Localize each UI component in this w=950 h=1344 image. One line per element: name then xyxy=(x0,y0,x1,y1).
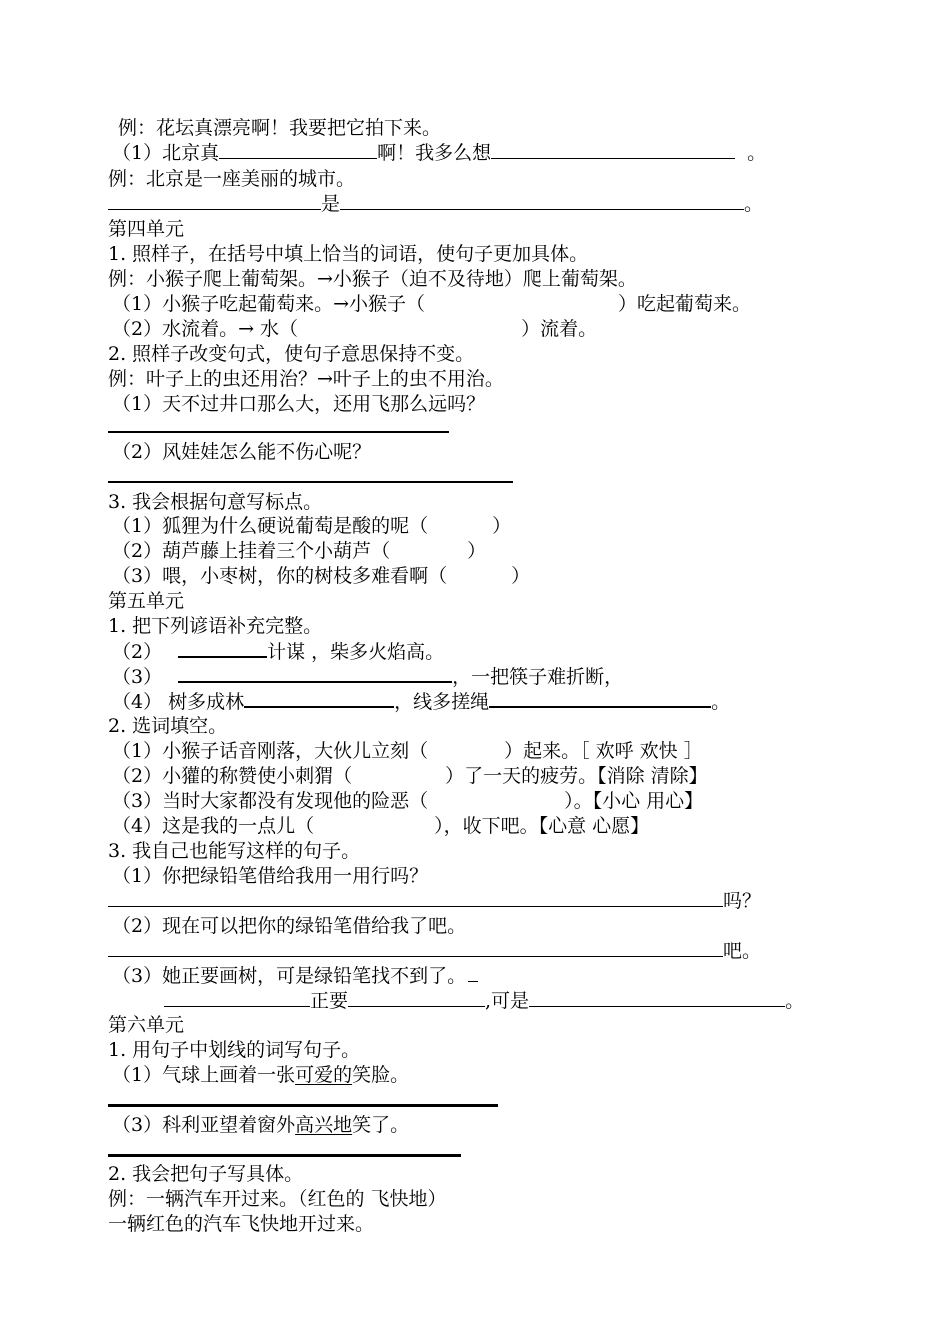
question-line: （2）水流着。→ 水（ ）流着。 xyxy=(112,318,598,340)
section-title: 2. 我会把句子写具体。 xyxy=(108,1163,304,1185)
question-line: （1）气球上画着一张可爱的笑脸。 xyxy=(112,1064,410,1086)
unit-heading: 第六单元 xyxy=(108,1014,185,1036)
question-line: （4） 树多成林 ，线多搓绳 。 xyxy=(112,691,731,713)
answer-blank[interactable] xyxy=(468,964,478,982)
section-title: 1. 把下列谚语补充完整。 xyxy=(108,615,323,637)
section-title: 3. 我自己也能写这样的句子。 xyxy=(108,840,361,862)
question-line: （4）这是我的一点儿（ ），收下吧。【心意 心愿】 xyxy=(112,815,650,837)
answer-line[interactable] xyxy=(108,481,513,483)
answer-blank[interactable] xyxy=(108,889,723,907)
question-line: （2）小獾的称赞使小刺猬（ ）了一天的疲劳。【消除 清除】 xyxy=(112,765,708,787)
question-line: （3）喂，小枣树，你的树枝多难看啊（ ） xyxy=(112,565,531,587)
answer-blank[interactable] xyxy=(348,989,485,1007)
answer-blank[interactable] xyxy=(529,989,785,1007)
answer-blank[interactable] xyxy=(489,689,711,708)
answer-blank[interactable] xyxy=(340,192,744,210)
answer-line[interactable] xyxy=(108,431,449,433)
unit-heading: 第四单元 xyxy=(108,218,185,240)
answer-blank[interactable] xyxy=(178,664,452,683)
answer-line[interactable] xyxy=(108,1154,461,1157)
question-line: （2）风娃娃怎么能不伤心呢？ xyxy=(112,441,372,463)
question-line: （1）小猴子话音刚落，大伙儿立刻（ ）起来。［ 欢呼 欢快 ］ xyxy=(112,740,703,762)
answer-blank[interactable] xyxy=(108,192,321,210)
question-line: （3）科利亚望着窗外高兴地笑了。 xyxy=(112,1114,410,1136)
answer-blank[interactable] xyxy=(219,141,377,159)
answer-blank[interactable] xyxy=(244,689,394,708)
underlined-word: 高兴地 xyxy=(295,1114,353,1136)
section-title: 1. 用句子中划线的词写句子。 xyxy=(108,1039,361,1061)
question-line: （1）小猴子吃起葡萄来。→小猴子（ ）吃起葡萄来。 xyxy=(112,293,752,315)
question-line: （1）北京真 啊！我多么想 。 xyxy=(112,142,767,164)
example-line: 例：一辆汽车开过来。（红色的 飞快地） xyxy=(108,1188,447,1210)
answer-blank[interactable] xyxy=(491,141,735,159)
example-line: 例：花坛真漂亮啊！我要把它拍下来。 xyxy=(118,117,442,139)
question-line: （3）她正要画树，可是绿铅笔找不到了。 xyxy=(112,964,478,989)
section-title: 3. 我会根据句意写标点。 xyxy=(108,491,323,513)
answer-line[interactable] xyxy=(108,1104,498,1107)
example-line: 例：叶子上的虫还用治？→叶子上的虫不用治。 xyxy=(108,368,504,390)
question-line: （3）当时大家都没有发现他的险恶（ ）。【小心 用心】 xyxy=(112,790,704,812)
answer-blank[interactable] xyxy=(108,939,723,957)
question-line: （3） ，一把筷子难折断， xyxy=(112,666,624,688)
section-title: 1. 照样子，在括号中填上恰当的词语，使句子更加具体。 xyxy=(108,243,589,265)
answer-line-row: 吧。 xyxy=(108,939,761,964)
section-title: 2. 照样子改变句式，使句子意思保持不变。 xyxy=(108,343,475,365)
question-line: （2）现在可以把你的绿铅笔借给我了吧。 xyxy=(112,915,467,937)
answer-line-row: 正要 ,可是 。 xyxy=(164,989,804,1014)
example-answer: 一辆红色的汽车飞快地开过来。 xyxy=(108,1213,375,1235)
question-line: （2）葫芦藤上挂着三个小葫芦（ ） xyxy=(112,540,487,562)
question-line: （1）天不过井口那么大，还用飞那么远吗？ xyxy=(112,393,486,415)
example-line: 例：北京是一座美丽的城市。 xyxy=(108,168,356,190)
example-line: 例：小猴子爬上葡萄架。→小猴子（迫不及待地）爬上葡萄架。 xyxy=(108,268,637,290)
question-line: （1）狐狸为什么硬说葡萄是酸的呢（ ） xyxy=(112,515,512,537)
unit-heading: 第五单元 xyxy=(108,590,185,612)
question-line: （2） 计谋 ，柴多火焰高。 xyxy=(112,641,445,663)
question-line: （1）你把绿铅笔借给我用一用行吗？ xyxy=(112,865,429,887)
answer-blank[interactable] xyxy=(164,989,310,1007)
section-title: 2. 选词填空。 xyxy=(108,715,228,737)
answer-line-row: 吗？ xyxy=(108,889,761,914)
question-line: 是 。 xyxy=(108,192,763,217)
underlined-word: 可爱的 xyxy=(295,1064,353,1086)
answer-blank[interactable] xyxy=(178,639,267,658)
